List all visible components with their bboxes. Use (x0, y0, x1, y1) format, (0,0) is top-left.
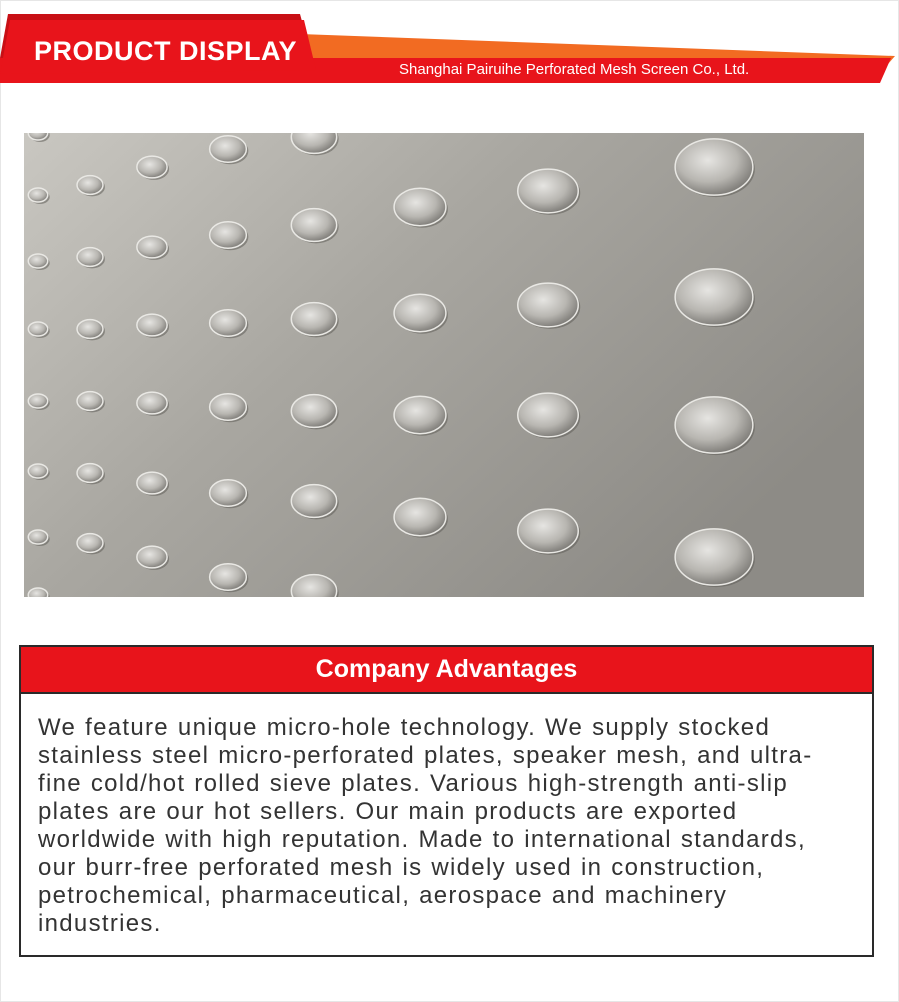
dimple (77, 176, 103, 195)
dimple (77, 320, 103, 339)
dimple (77, 248, 103, 267)
dimple (675, 397, 753, 453)
dimple (77, 464, 103, 483)
dimple (518, 169, 578, 213)
company-advantages-header (21, 647, 872, 694)
banner-title: PRODUCT DISPLAY (34, 36, 298, 66)
dimple (28, 394, 47, 408)
dimple (394, 396, 446, 433)
dimple (137, 156, 167, 178)
dimple (210, 310, 247, 337)
perforated-plate-photo (24, 133, 864, 597)
dimple (28, 188, 47, 202)
dimple (28, 464, 47, 478)
dimple (291, 209, 336, 242)
dimple (291, 303, 336, 336)
company-advantages-box (19, 645, 874, 957)
dimple (28, 588, 47, 597)
dimple (137, 236, 167, 258)
company-advantages-text: We feature unique micro-hole technology. We supply stocked stainless steel micro-perforated plates, speaker mesh, and ultra-fine cold/hot rolled sieve plates. Various high-strength anti-slip plates are our hot sellers. Our main products are exported worldwide with high reputation. Made to international standards, our burr-free perforated mesh is widely used in construction, petrochemical, pharmaceutical, aerospace and machinery industries. (38, 714, 813, 937)
dimple (394, 188, 446, 225)
dimple (137, 546, 167, 568)
dimple (137, 472, 167, 494)
dimple (675, 529, 753, 585)
dimple (137, 392, 167, 414)
dimple (77, 392, 103, 411)
dimple (210, 394, 247, 421)
dimple (210, 222, 247, 249)
dimple (210, 564, 247, 591)
dimple (518, 393, 578, 437)
dimple (675, 139, 753, 195)
dimple (675, 269, 753, 325)
dimple (291, 395, 336, 428)
dimple (394, 294, 446, 331)
dimple (291, 485, 336, 518)
dimple (28, 322, 47, 336)
dimple (394, 498, 446, 535)
dimple (28, 254, 47, 268)
dimple (210, 136, 247, 163)
banner-company-name: Shanghai Pairuihe Perforated Mesh Screen Co., Ltd. (399, 61, 750, 78)
dimple (210, 480, 247, 507)
dimple (518, 283, 578, 327)
company-advantages-title: Company Advantages (315, 655, 578, 683)
dimple (137, 314, 167, 336)
product-display-banner (0, 0, 899, 90)
dimple (518, 509, 578, 553)
dimple (28, 530, 47, 544)
perforated-plate-image (24, 133, 864, 597)
dimple (77, 534, 103, 553)
